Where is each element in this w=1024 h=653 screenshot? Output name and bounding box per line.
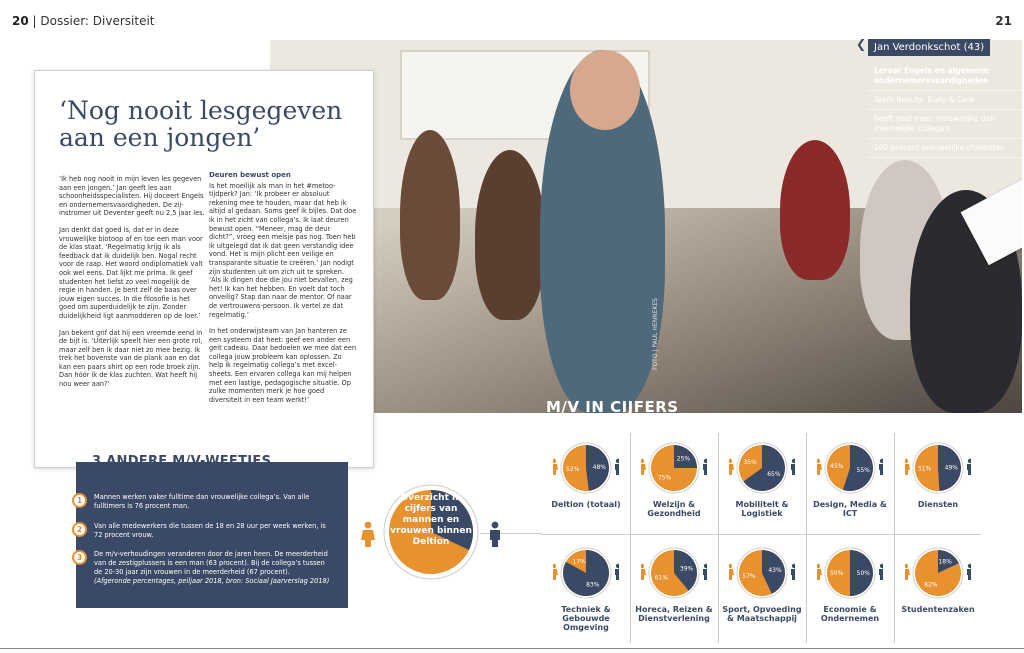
woman-icon [817,564,822,580]
overview-circle-text: Overzicht in cijfers van mannen en vrouwen binnen Deltion [390,493,472,547]
pie-label-women: 50% [829,570,844,577]
fact-number: 2 [72,522,87,537]
facts-title: 3 ANDERE M/V-WEETJES [92,454,272,469]
pie-label-women: 61% [654,574,669,582]
chevron-left-icon: ❮ [856,37,867,51]
paragraph: Is het moeilijk als man in het #metoo-tijdperk? Jan: ‘Ik probeer er absoluut rekening mee te houden, maar dat heb ik altijd al gedaan. Soms geef ik bijles. Dat doe ik in het zicht van collega’s. Ik laat deuren bewust open. “Meneer, mag de deur dicht?”, vroeg een meisje pas nog. Toen heb ik uitgelegd dat ik dat geen verstandig idee vond. Het is mijn plicht een veilige en transparante situatie te creëren.’ Jan nodigt zijn studenten uit om zich uit te spreken. ‘Als ik dingen doe die jou niet bevallen, zeg het! Ik kan het hebben. En voelt dat toch onveilig? Stap dan naar de mentor. Of naar de vertrouwens-persoon. Ik vertel ze dat regelmatig.’ [209,181,357,319]
man-icon [791,459,795,475]
pie-label-women: 57% [742,572,756,580]
paragraph: In het onderwijsteam van Jan hanteren ze een systeem dat heet: geef een ander een geit cadeau. Daar bedoelen we mee dat een collega jouw probleem kan oplossen. Zo help ik regelmatig collega’s met excel-sheets. Een ervaren collega kan mij helpen met een lastige, pedagogische situatie. Op zulke momenten merk je hoe goed diversiteit in een team werkt!’ [209,327,357,404]
photo-credit: FOTO | PAUL HENNEKES [652,298,659,370]
pie-chart [553,438,619,498]
pie-label-men: 48% [592,464,606,472]
pie-label-women: 51% [917,465,932,473]
page-number-left: 20 [12,14,29,28]
pie-label-women: 17% [572,558,586,566]
man-icon [703,564,707,580]
pie-label-men: 83% [586,581,600,589]
pie-chart-label: Mobiliteit & Logistiek [735,500,789,518]
pie-chart-label: Techniek & Gebouwde Omgeving [561,605,611,632]
profile-item: Leraar Engels en algemene ondernemersvaardigheden [868,62,1024,91]
woman-icon [553,564,558,580]
fact-text: Mannen werken vaker fulltime dan vrouwelijke collega’s. Van alle fulltimers is 76 procent man. [94,493,310,510]
fact-text: De m/v-verhoudingen veranderen door de jaren heen. De meerderheid van de zestigplussers is een man (63 procent). Bij de collega’s tussen de 20-30 jaar zijn vrouwen in de meerderheid (67 procent). [94,550,328,576]
pie-chart-label: Horeca, Reizen & Dienstverlening [635,605,713,623]
pie-chart [905,543,971,603]
pie-label-women: 52% [566,465,580,473]
pie-chart-label: Economie & Ondernemen [820,605,880,623]
pie-chart [641,543,707,603]
pie-label-men: 25% [676,455,691,463]
pie-label-women: 75% [657,474,672,482]
subheading: Deuren bewust open [209,171,291,179]
pie-label-women: 45% [830,462,844,470]
fact-item [76,550,334,586]
pie-chart-label: Design, Media & ICT [813,500,887,518]
fact-source: (Afgeronde percentages, peiljaar 2018, bron: Sociaal Jaarverslag 2018) [94,577,330,585]
pie-chart [817,543,883,603]
woman-icon [817,459,822,475]
article-title: ‘Nog nooit lesgegeven aan een jongen’ [59,96,343,152]
fact-item [76,493,334,511]
pie-chart-label: Sport, Opvoeding & Maatschappij [722,605,802,623]
man-icon [967,459,971,475]
woman-icon [641,459,646,475]
teacher-head [570,50,640,130]
man-icon [967,564,971,580]
pie-label-men: 43% [768,567,782,575]
section-title: Dossier: Diversiteit [40,14,155,28]
pie-chart [641,438,707,498]
pie-label-men: 50% [856,570,871,577]
article-card [34,70,374,468]
paragraph: Jan bekent grif dat hij een vreemde eend in de bijt is. ‘Uiterlijk speelt hier een grote rol, maar zelf ben ik daar niet zo mee bezig. Ik trek het bovenste van de plank aan en dat kan een paars shirt op een rode broek zijn. Dan hóór ik de klas zuchten. Wat heeft hij nou weer aan?’ [59,328,203,389]
paragraph: Jan denkt dat goed is, dat er in deze vrouwelijke biotoop af en toe een man voor de klas staat. ‘Regelmatig krijg ik als feedback dat ik duidelijk ben. Nogal recht voor de raap. Het woord ondiplomatiek valt ook wel eens. Dat lijkt me prima. Ik geef studenten het liefst zo veel mogelijk de regie in handen. Je bent zelf de baas over jouw eigen succes. In die filosofie is het goed om superduidelijk te zijn. Zonder duidelijkheid ligt aanmodderen op de loer.’ [59,225,203,320]
pie-chart [553,543,619,603]
pie-chart-label: Studentenzaken [901,605,975,614]
pie-chart-label: Diensten [917,500,959,509]
woman-icon [729,459,734,475]
pie-chart [729,543,795,603]
fact-text: Van alle medewerkers die tussen de 18 en 28 uur per week werken, is 72 procent vrouw. [94,522,326,539]
paragraph: ‘Ik heb nog nooit in mijn leven les gegeven aan een jongen.’ Jan geeft les aan schoonheidsspecialisten. Hij doceert Engels en ondernemersvaardigheden. De zij-instromer uit Deventer geeft nu 2,5 jaar les. [59,175,205,218]
page-number-right: 21 [995,14,1012,28]
student-figure [475,150,545,320]
page-header-left [12,14,155,28]
woman-icon [641,564,646,580]
pie-label-men: 49% [944,464,959,472]
fact-number: 1 [72,493,87,508]
page-bottom-rule [0,648,1024,649]
pie-chart [729,438,795,498]
fact-item [76,522,334,540]
woman-icon [905,564,910,580]
woman-icon [729,564,734,580]
student-figure [780,140,850,280]
pie-chart [817,438,883,498]
profile-item: heeft veel meer vrouwelijke dan mannelijke collega's [868,110,1024,139]
man-icon [615,459,619,475]
pie-label-men: 39% [679,565,694,573]
facts-panel [76,462,348,608]
pie-chart [905,438,971,498]
profile-item: 100 procent vrouwelijke studenten [868,139,1024,158]
man-icon [879,564,883,580]
header-separator: | [32,14,37,28]
profile-name: Jan Verdonkschot (43) [868,39,990,56]
pie-label-men: 18% [938,558,952,566]
mv-section-title: M/V IN CIJFERS [546,398,679,416]
fact-number: 3 [72,550,87,565]
pie-label-women: 35% [743,458,757,466]
pie-label-men: 55% [856,467,870,475]
pie-chart-label: Deltion (totaal) [551,500,621,509]
student-figure [400,130,460,300]
man-icon [791,564,795,580]
man-icon [487,521,503,547]
man-icon [879,459,883,475]
woman-icon [553,459,558,475]
woman-icon [905,459,910,475]
man-icon [703,459,707,475]
article-column-1 [59,175,207,397]
article-column-2 [209,171,357,412]
profile-list [868,62,1024,158]
pie-label-women: 82% [924,581,938,589]
pie-chart-label: Welzijn & Gezondheid [647,500,701,518]
woman-icon [360,521,376,547]
pie-label-men: 65% [767,471,781,479]
man-icon [615,564,619,580]
grid-divider [541,534,981,535]
profile-item: Team Beauty, Body & Care [868,91,1024,110]
profile-box [856,35,1024,158]
